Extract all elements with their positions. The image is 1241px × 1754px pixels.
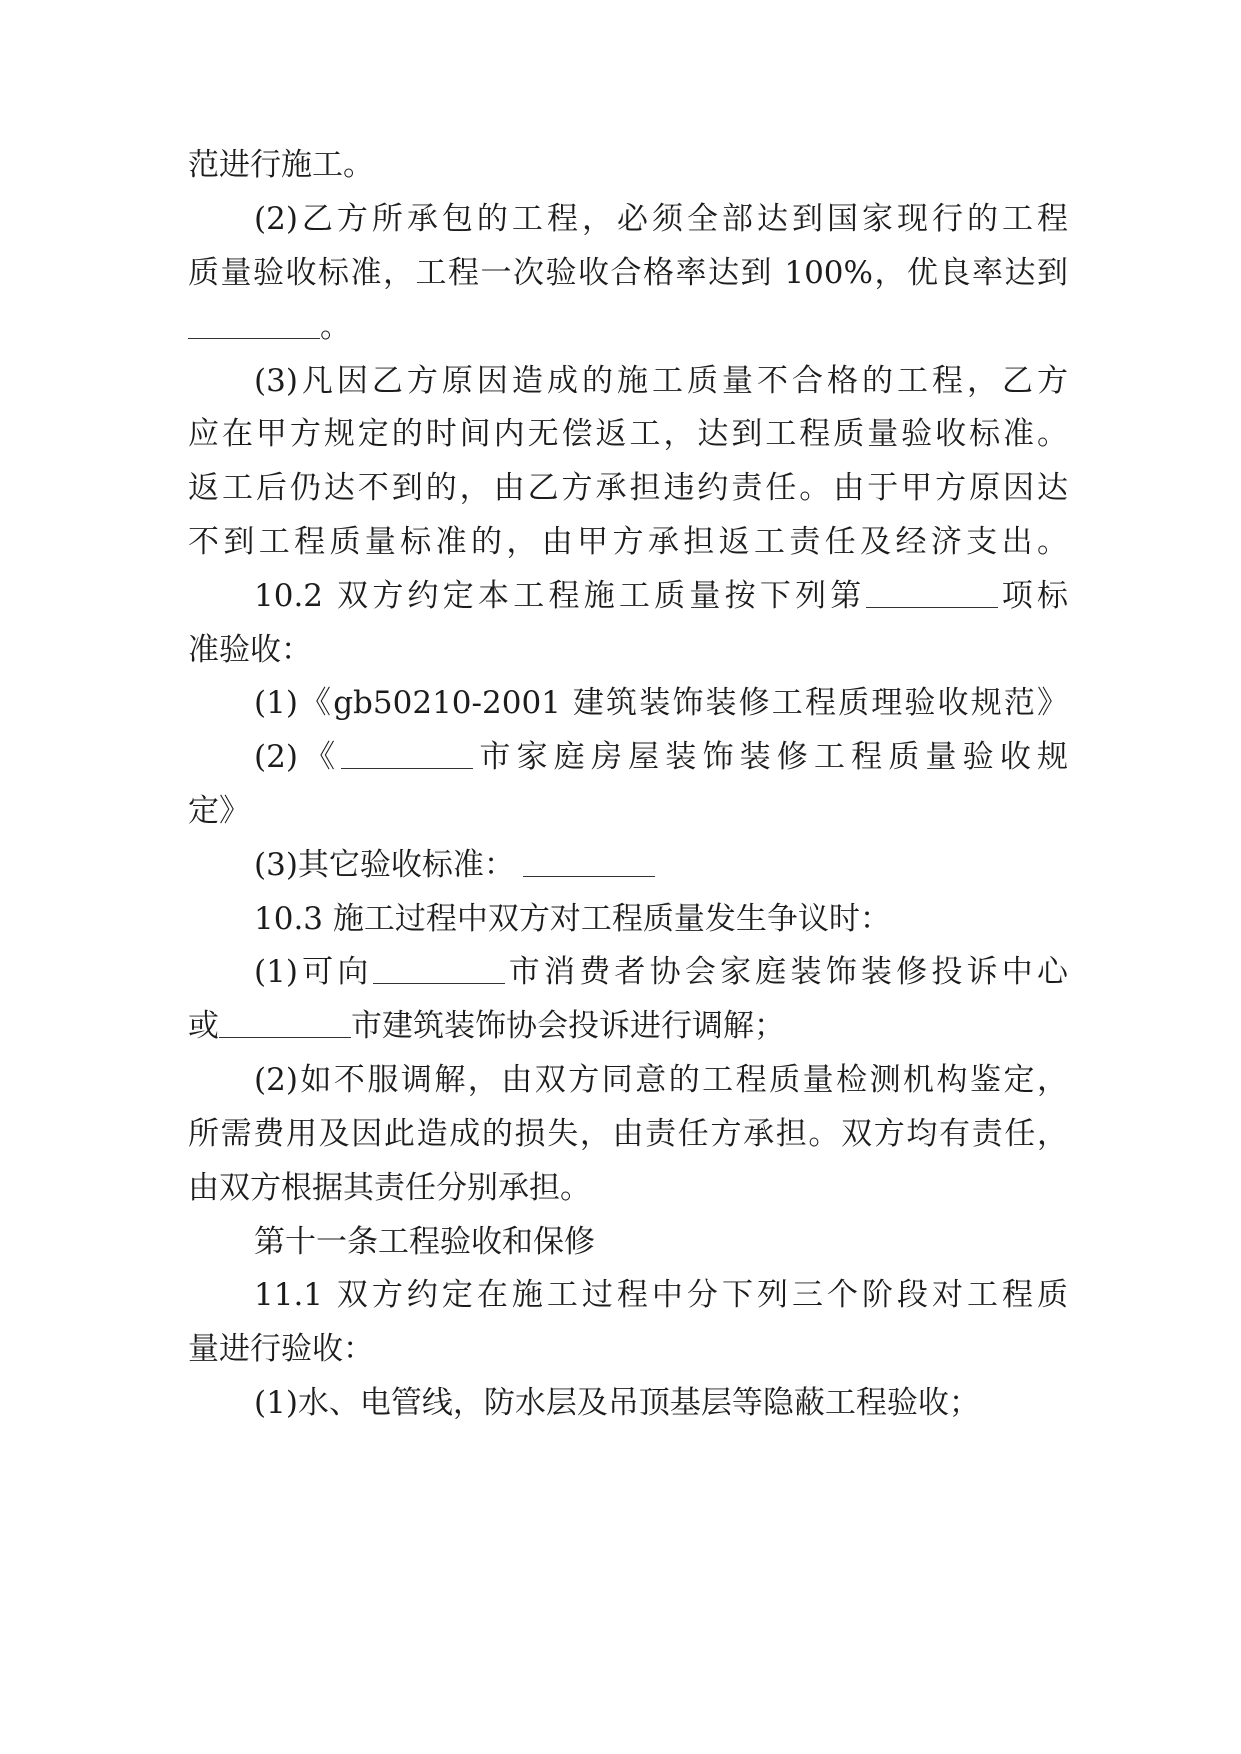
line-text: (2)如不服调解，由双方同意的工程质量检测机构鉴定， <box>254 1062 1068 1098</box>
line-text: 质量验收标准，工程一次验收合格率达到 100%，优良率达到 <box>188 255 1068 291</box>
fill-in-blank[interactable] <box>188 310 320 339</box>
paragraph-line <box>188 145 1068 185</box>
fill-in-blank[interactable] <box>373 955 505 984</box>
line-text: 第十一条工程验收和保修 <box>254 1224 595 1260</box>
line-text: 项标 <box>997 578 1068 614</box>
paragraph-line <box>188 1114 1068 1154</box>
line-text: 10.2 双方约定本工程施工质量按下列第 <box>254 578 866 614</box>
paragraph-line <box>254 952 1068 992</box>
paragraph-line <box>254 361 1068 401</box>
line-text: (3)凡因乙方原因造成的施工质量不合格的工程，乙方 <box>254 363 1068 399</box>
paragraph-line <box>188 253 1068 293</box>
paragraph-line <box>188 1168 1068 1208</box>
paragraph-line <box>254 576 1068 616</box>
paragraph-line <box>254 1275 1068 1315</box>
paragraph-line <box>188 468 1068 508</box>
paragraph-line <box>188 1006 1068 1046</box>
line-text: 不到工程质量标准的，由甲方承担返工责任及经济支出。 <box>188 524 1068 560</box>
line-text: (1)水、电管线，防水层及吊顶基层等隐蔽工程验收； <box>254 1385 980 1421</box>
paragraph-line <box>254 899 1068 939</box>
paragraph-line <box>254 1383 1068 1423</box>
line-text: (2)《 <box>254 739 342 775</box>
line-text: 准验收： <box>188 632 312 668</box>
line-text: 定》 <box>188 793 250 829</box>
paragraph-line <box>188 791 1068 831</box>
paragraph-line <box>188 307 1068 347</box>
paragraph-line <box>254 1060 1068 1100</box>
paragraph-line <box>188 630 1068 670</box>
paragraph-line <box>254 737 1068 777</box>
paragraph-line <box>188 1329 1068 1369</box>
fill-in-blank[interactable] <box>523 848 655 877</box>
line-text: (1)《gb50210-2001 建筑装饰装修工程质理验收规范》 <box>254 685 1068 721</box>
line-text: 应在甲方规定的时间内无偿返工，达到工程质量验收标准。 <box>188 416 1068 452</box>
paragraph-line <box>188 522 1068 562</box>
fill-in-blank[interactable] <box>866 579 998 608</box>
line-text: 所需费用及因此造成的损失，由责任方承担。双方均有责任， <box>188 1116 1068 1152</box>
paragraph-line <box>254 199 1068 239</box>
line-text: 范进行施工。 <box>188 147 374 183</box>
line-text: 市消费者协会家庭装饰装修投诉中心 <box>504 954 1068 990</box>
line-text: 市建筑装饰协会投诉进行调解； <box>351 1008 785 1044</box>
line-text: 量进行验收： <box>188 1331 374 1367</box>
paragraph-line <box>254 683 1068 723</box>
paragraph-line <box>188 414 1068 454</box>
line-text: 10.3 施工过程中双方对工程质量发生争议时： <box>254 901 891 937</box>
line-text: 市家庭房屋装饰装修工程质量验收规 <box>473 739 1068 775</box>
line-text: 。 <box>320 309 351 345</box>
fill-in-blank[interactable] <box>341 740 473 769</box>
paragraph-line <box>254 845 1068 885</box>
line-text: (3)其它验收标准： <box>254 847 515 883</box>
section-heading <box>254 1222 1068 1262</box>
line-text: 11.1 双方约定在施工过程中分下列三个阶段对工程质 <box>254 1277 1068 1313</box>
line-text: 由双方根据其责任分别承担。 <box>188 1170 591 1206</box>
line-text: 返工后仍达不到的，由乙方承担违约责任。由于甲方原因达 <box>188 470 1068 506</box>
line-text: 或 <box>188 1008 219 1044</box>
line-text: (2)乙方所承包的工程，必须全部达到国家现行的工程 <box>254 201 1068 237</box>
fill-in-blank[interactable] <box>219 1009 351 1038</box>
line-text: (1)可向 <box>254 954 373 990</box>
